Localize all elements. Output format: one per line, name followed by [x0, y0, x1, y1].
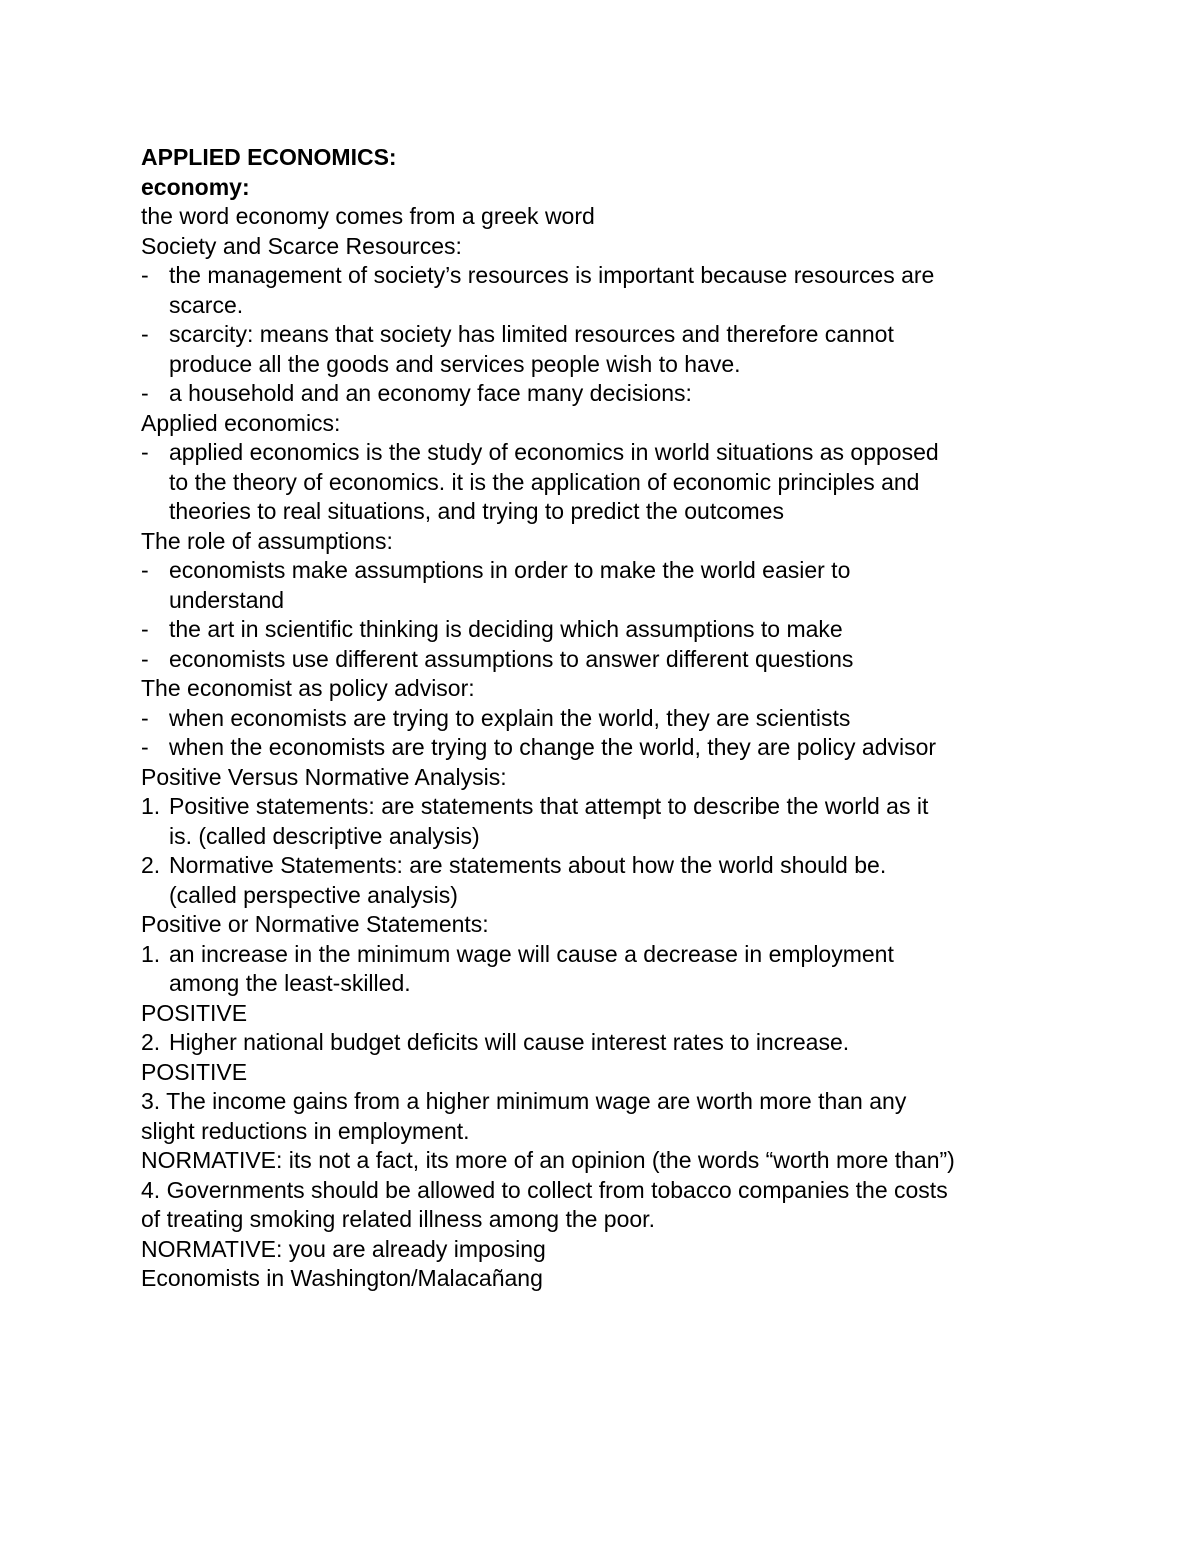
text-line: slight reductions in employment. [141, 1117, 470, 1144]
bullet-dash: - [141, 262, 149, 288]
list-item [141, 733, 1101, 763]
answer-label: NORMATIVE: its not a fact, its more of an opinion (the words “worth more than”) [141, 1147, 955, 1173]
list-item-text: the art in scientific thinking is deciding which assumptions to make [169, 616, 843, 642]
list-item-text: applied economics is the study of economics in world situations as opposed [169, 439, 939, 465]
list-item-continuation: scarce. [169, 291, 244, 318]
list-item [141, 261, 1101, 291]
bullet-dash: - [141, 704, 149, 731]
section-heading: Positive Versus Normative Analysis: [141, 763, 507, 790]
text-line: of treating smoking related illness among the poor. [141, 1206, 655, 1232]
list-item [141, 615, 1101, 645]
list-item-text: economists use different assumptions to answer different questions [169, 645, 854, 672]
bullet-dash: - [141, 380, 149, 406]
list-item-text: when economists are trying to explain the world, they are scientists [169, 704, 851, 731]
text-line: 4. Governments should be allowed to collect from tobacco companies the costs [141, 1176, 948, 1203]
section-heading: The role of assumptions: [141, 527, 393, 554]
numbered-item-text: Higher national budget deficits will cause interest rates to increase. [169, 1029, 850, 1055]
numbered-item [141, 851, 1101, 881]
text-line: the word economy comes from a greek word [141, 203, 595, 229]
list-item-text: when the economists are trying to change the world, they are policy advisor [169, 734, 937, 760]
section-heading: Applied economics: [141, 409, 341, 436]
list-item [141, 556, 1101, 586]
list-item [141, 645, 1101, 675]
document-title: APPLIED ECONOMICS: [141, 144, 397, 170]
answer-label: POSITIVE [141, 1058, 248, 1085]
section-heading-economy: economy: [141, 173, 250, 200]
numbered-item-continuation: among the least-skilled. [169, 970, 411, 996]
numbered-item-text: an increase in the minimum wage will cause a decrease in employment [169, 940, 894, 967]
numbered-item-continuation: (called perspective analysis) [169, 881, 458, 908]
list-item-text: a household and an economy face many decisions: [169, 380, 692, 406]
text-line: Economists in Washington/Malacañang [141, 1265, 543, 1291]
numbered-item [141, 792, 1101, 822]
list-item-text: scarcity: means that society has limited resources and therefore cannot [169, 321, 894, 347]
list-item-text: the management of society’s resources is important because resources are [169, 262, 935, 288]
list-item [141, 320, 1101, 350]
list-number: 2. [141, 852, 161, 878]
list-item-continuation: understand [169, 586, 285, 613]
list-number: 1. [141, 793, 161, 819]
list-number: 2. [141, 1029, 161, 1055]
numbered-item-text: Normative Statements: are statements about how the world should be. [169, 852, 887, 878]
numbered-item [141, 1028, 1101, 1058]
bullet-dash: - [141, 557, 149, 583]
numbered-item [141, 940, 1101, 970]
numbered-item-continuation: is. (called descriptive analysis) [169, 822, 480, 849]
list-item-text: economists make assumptions in order to make the world easier to [169, 557, 851, 583]
section-heading: Positive or Normative Statements: [141, 911, 489, 937]
list-item [141, 379, 1101, 409]
section-heading: The economist as policy advisor: [141, 675, 475, 701]
list-item-continuation: theories to real situations, and trying to predict the outcomes [169, 498, 784, 524]
answer-label: NORMATIVE: you are already imposing [141, 1235, 546, 1262]
answer-label: POSITIVE [141, 999, 248, 1026]
list-item-continuation: to the theory of economics. it is the application of economic principles and [169, 468, 920, 495]
list-item-continuation: produce all the goods and services people wish to have. [169, 350, 741, 377]
bullet-dash: - [141, 439, 149, 465]
bullet-dash: - [141, 616, 149, 642]
bullet-dash: - [141, 321, 149, 347]
list-number: 1. [141, 940, 161, 967]
text-line: 3. The income gains from a higher minimum wage are worth more than any [141, 1088, 907, 1114]
section-heading: Society and Scarce Resources: [141, 232, 462, 259]
bullet-dash: - [141, 734, 149, 760]
document-body [141, 143, 1101, 1294]
numbered-item-text: Positive statements: are statements that attempt to describe the world as it [169, 793, 929, 819]
list-item [141, 704, 1101, 734]
list-item [141, 438, 1101, 468]
bullet-dash: - [141, 645, 149, 672]
